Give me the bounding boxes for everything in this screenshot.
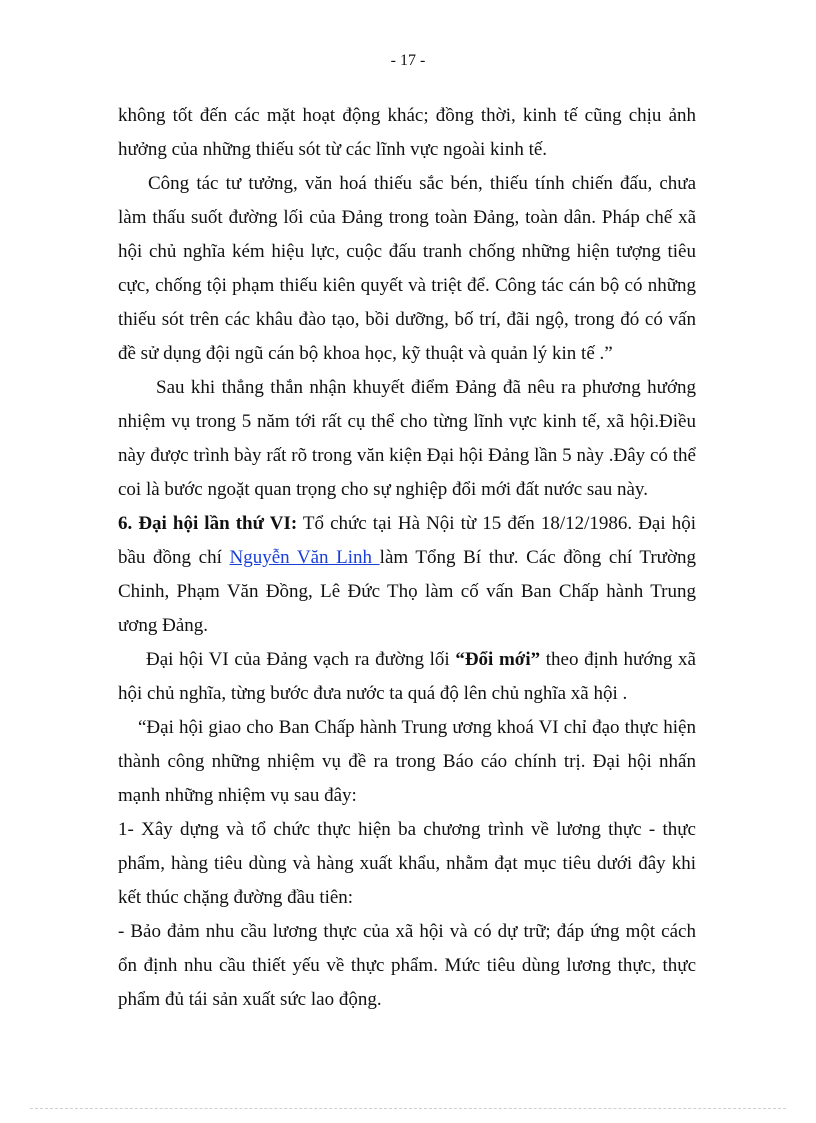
paragraph-3: Sau khi thẳng thắn nhận khuyết điểm Đảng đã nêu ra phương hướng nhiệm vụ trong 5 năm tới rất cụ thể cho từng lĩnh vực kinh tế, xã hội.Điều này được trình bày rất rõ trong văn kiện Đại hội Đảng lần 5 này .Đây có thể coi là bước ngoặt quan trọng cho sự nghiệp đổi mới đất nước sau này. bbox=[118, 377, 696, 500]
page-number: - 17 - bbox=[390, 52, 426, 69]
paragraph-2: Công tác tư tưởng, văn hoá thiếu sắc bén, thiếu tính chiến đấu, chưa làm thấu suốt đường lối của Đảng trong toàn Đảng, toàn dân. Pháp chế xã hội chủ nghĩa kém hiệu lực, cuộc đấu tranh chống những hiện tượng tiêu cực, chống tội phạm thiếu kiên quyết và triệt để. Công tác cán bộ có những thiếu sót trên các khâu đào tạo, bồi dưỡng, bố trí, đãi ngộ, trong đó có vấn đề sử dụng đội ngũ cán bộ khoa học, kỹ thuật và quản lý kin tế .” bbox=[118, 173, 696, 364]
paragraph-8: - Bảo đảm nhu cầu lương thực của xã hội và có dự trữ; đáp ứng một cách ổn định nhu cầu thiết yếu về thực phẩm. Mức tiêu dùng lương thực, thực phẩm đủ tái sản xuất sức lao động. bbox=[118, 921, 696, 1010]
paragraph-7: 1- Xây dựng và tổ chức thực hiện ba chương trình về lương thực - thực phẩm, hàng tiêu dùng và hàng xuất khẩu, nhằm đạt mục tiêu dưới đây khi kết thúc chặng đường đầu tiên: bbox=[118, 819, 696, 908]
paragraph-5 bbox=[118, 643, 696, 711]
bold-term: “Đổi mới” bbox=[455, 649, 541, 670]
paragraph-5-text-b: theo định hướng xã hội chủ nghĩa, từng bước đưa nước ta quá độ lên chủ nghĩa xã hội . bbox=[118, 649, 696, 704]
paragraph-6: “Đại hội giao cho Ban Chấp hành Trung ương khoá VI chỉ đạo thực hiện thành công những nhiệm vụ đề ra trong Báo cáo chính trị. Đại hội nhấn mạnh những nhiệm vụ sau đây: bbox=[118, 717, 696, 806]
paragraph-4-text-a: Tổ chức tại Hà Nội từ 15 đến 18/12/1986. Đại hội bầu đồng chí bbox=[118, 513, 696, 568]
person-link[interactable]: Nguyễn Văn Linh bbox=[229, 547, 380, 568]
paragraph-1: không tốt đến các mặt hoạt động khác; đồng thời, kinh tế cũng chịu ảnh hưởng của những thiếu sót từ các lĩnh vực ngoài kinh tế. bbox=[118, 105, 696, 160]
section-heading: 6. Đại hội lần thứ VI: bbox=[118, 513, 298, 534]
page-bottom-border bbox=[30, 1108, 786, 1109]
paragraph-4 bbox=[118, 507, 696, 643]
document-body bbox=[118, 99, 696, 1017]
paragraph-5-text-a: Đại hội VI của Đảng vạch ra đường lối bbox=[146, 649, 456, 670]
paragraph-4-text-b: làm Tổng Bí thư. Các đồng chí Trường Chinh, Phạm Văn Đồng, Lê Đức Thọ làm cố vấn Ban Chấp hành Trung ương Đảng. bbox=[118, 547, 696, 636]
